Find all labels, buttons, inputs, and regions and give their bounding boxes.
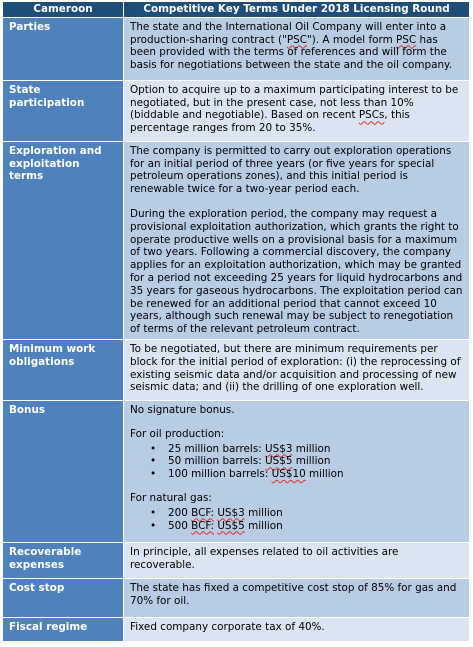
row-text-parties: The state and the International Oil Company will enter into a production-sharing contract ("PSC"). A model form PSC has been provided with the terms of references and will form the basis for negotiations between the state and the oil company. bbox=[124, 17, 470, 80]
row-text-cost-stop: The state has fixed a competitive cost stop of 85% for gas and 70% for oil. bbox=[124, 578, 470, 617]
row-min-work bbox=[3, 339, 470, 400]
bonus-gas-heading: For natural gas: bbox=[130, 491, 212, 504]
list-item: • 200 BCF: US$3 million bbox=[168, 507, 463, 520]
row-fiscal bbox=[3, 617, 470, 641]
exploration-paragraph-2: During the exploration period, the company may request a provisional exploitation authorization, which grants the right to operate productive wells on a provisional basis for a maximum of two years. Following a commercial discovery, the company applies for an exploitation authorization, which may be granted for a period not exceeding 25 years for liquid hydrocarbons and 35 years for gaseous hydrocarbons. The exploitation period can be renewed for an additional period that cannot exceed 10 years, although such renewal may be subject to renegotiation of terms of the relevant petroleum contract. bbox=[130, 207, 463, 336]
bonus-oil-heading: For oil production: bbox=[130, 427, 225, 440]
row-label-recoverable: Recoverable expenses bbox=[3, 542, 124, 578]
row-bonus bbox=[3, 400, 470, 542]
bonus-gas-list bbox=[130, 507, 463, 533]
row-text-fiscal: Fixed company corporate tax of 40%. bbox=[124, 617, 470, 641]
row-text-recoverable: In principle, all expenses related to oil activities are recoverable. bbox=[124, 542, 470, 578]
header-row bbox=[3, 2, 470, 18]
row-exploration bbox=[3, 141, 470, 339]
exploration-paragraph-1: The company is permitted to carry out exploration operations for an initial period of three years (or five years for special petroleum operations zones), and this initial period is renewable twice for a two-year period each. bbox=[130, 144, 452, 196]
row-state-participation bbox=[3, 80, 470, 141]
row-label-bonus: Bonus bbox=[3, 400, 124, 542]
header-country: Cameroon bbox=[3, 2, 124, 18]
row-text-min-work: To be negotiated, but there are minimum requirements per block for the initial period of exploration: (i) the reprocessing of existing seismic data and/or acquisition and processing of new seismic data; and (ii) the drilling of one exploration well. bbox=[124, 339, 470, 400]
list-item: • 50 million barrels: US$5 million bbox=[168, 455, 463, 468]
row-label-exploration: Exploration and exploitation terms bbox=[3, 141, 124, 339]
row-text-state-participation: Option to acquire up to a maximum participating interest to be negotiated, but in the present case, not less than 10% (biddable and negotiable). Based on recent PSCs, this percentage ranges from 20 to 35%. bbox=[124, 80, 470, 141]
row-label-fiscal: Fiscal regime bbox=[3, 617, 124, 641]
list-item: • 25 million barrels: US$3 million bbox=[168, 443, 463, 456]
row-text-bonus bbox=[124, 400, 470, 542]
bonus-intro: No signature bonus. bbox=[130, 403, 235, 416]
key-terms-table bbox=[2, 1, 470, 642]
row-parties bbox=[3, 17, 470, 80]
list-item: • 500 BCF: US$5 million bbox=[168, 520, 463, 533]
bonus-oil-list bbox=[130, 443, 463, 481]
row-text-exploration bbox=[124, 141, 470, 339]
row-recoverable bbox=[3, 542, 470, 578]
row-label-parties: Parties bbox=[3, 17, 124, 80]
row-cost-stop bbox=[3, 578, 470, 617]
row-label-state-participation: State participation bbox=[3, 80, 124, 141]
header-title: Competitive Key Terms Under 2018 Licensing Round bbox=[124, 2, 470, 18]
row-label-cost-stop: Cost stop bbox=[3, 578, 124, 617]
row-label-min-work: Minimum work obligations bbox=[3, 339, 124, 400]
list-item: • 100 million barrels: US$10 million bbox=[168, 468, 463, 481]
